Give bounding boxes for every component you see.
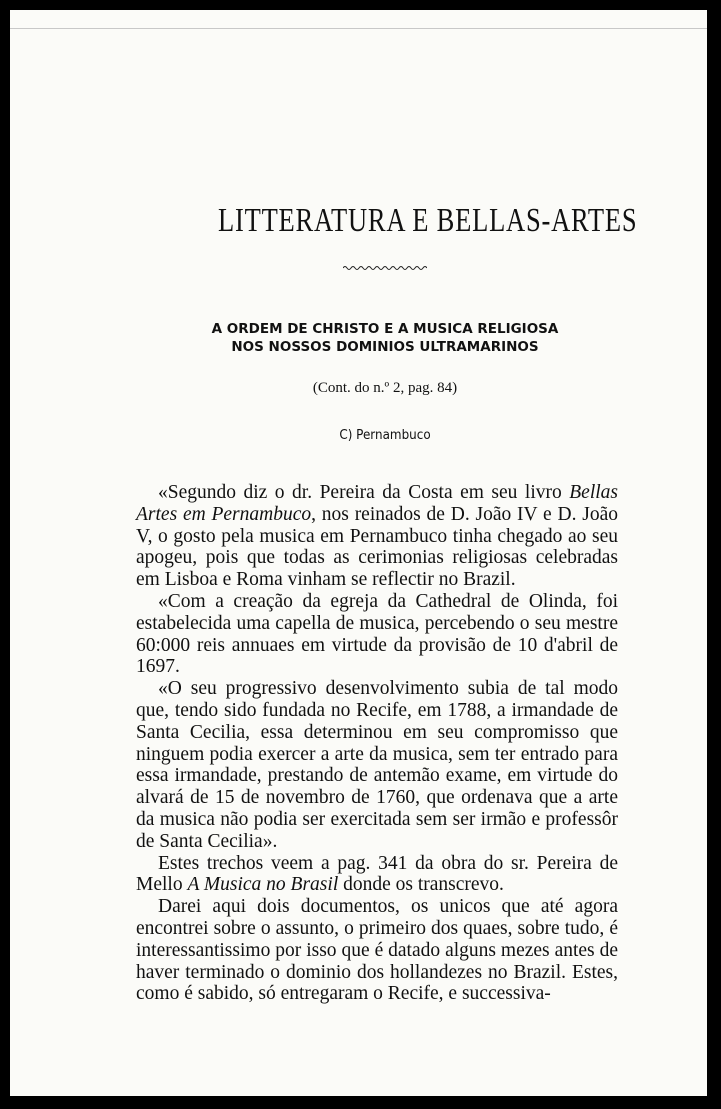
wavy-ornament-divider [343,265,427,271]
paragraph-1-text-b: , nos reinados de D. João IV e D. João V, o gosto pela musica em Pernambuco tinha chegado ao seu apogeu, pois que todas as cerimonias religiosas celebradas em Lisboa e Roma vinham se reflectir no Brazil. [136,503,618,591]
paragraph-3: «O seu progressivo desenvolvimento subia de tal modo que, tendo sido fundada no Recife, em 1788, a irmandade de Santa Cecilia, essa determinou em seu compromisso que ninguem podia exercer a arte da musica, sem ter entrado para essa irmandade, prestando de antemão exame, em virtude do alvará de 15 de novembro de 1760, que ordenava que a arte da musica não podia ser exercitada sem ser irmão e professôr de Santa Cecilia». [136,678,618,852]
subsection-heading: C) Pernambuco [339,428,431,443]
paragraph-5: Darei aqui dois documentos, os unicos que até agora encontrei sobre o assunto, o primeiro dos quaes, sobre tudo, é interessantissimo por isso que é datado alguns mezes antes de haver terminado o dominio dos hollandezes no Brazil. Estes, como é sabido, só entregaram o Recife, e successiva- [136,896,618,1005]
top-rule [10,28,707,29]
paragraph-4-text-b: donde os transcrevo. [338,874,504,896]
paragraph-2: «Com a creação da egreja da Cathedral de Olinda, foi estabelecida uma capella de musica, percebendo o seu mestre 60:000 reis annuaes em virtude da provisão de 10 d'abril de 1697. [136,590,618,678]
paragraph-1 [136,482,618,591]
section-title: LITTERATURA E BELLAS-ARTES [218,202,638,239]
body-text [136,482,618,1005]
book-title-musica-no-brasil: A Musica no Brasil [187,874,339,896]
article-title-line-1: A ORDEM DE CHRISTO E A MUSICA RELIGIOSA [211,321,559,337]
continuation-note: (Cont. do n.º 2, pag. 84) [312,380,458,396]
article-title [190,320,580,356]
paragraph-1-text-a: «Segundo diz o dr. Pereira da Costa em seu livro [158,482,570,503]
book-title-bellas-artes: Bellas Artes em Pernambuco [136,482,618,525]
article-title-line-2: NOS NOSSOS DOMINIOS ULTRAMARINOS [231,339,539,355]
paragraph-4-text-a: Estes trechos veem a pag. 341 da obra do sr. Pereira de Mello [136,852,618,896]
paragraph-4 [136,853,618,897]
